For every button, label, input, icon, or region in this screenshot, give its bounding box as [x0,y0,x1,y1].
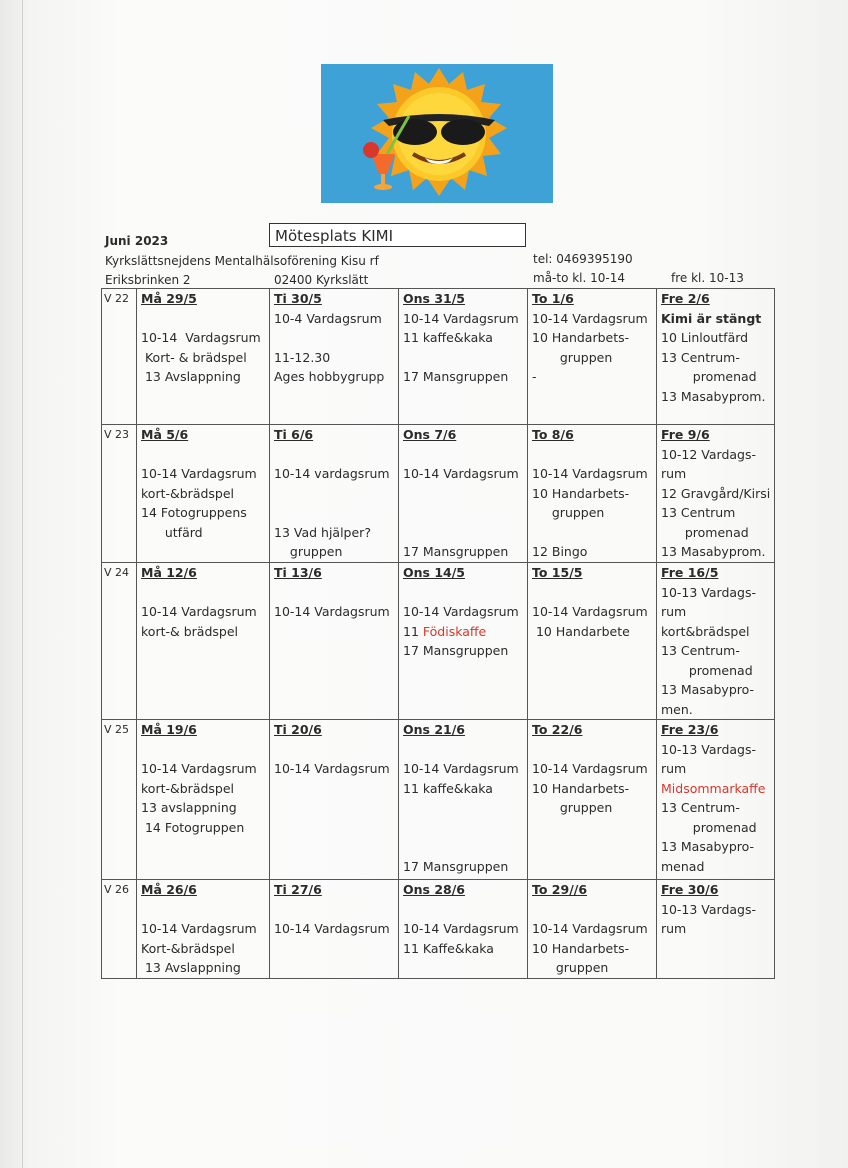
week-row [102,289,775,425]
activity-text: men. [661,701,693,717]
day-date: Fre 9/6 [661,427,710,442]
activity-text: 11 kaffe&kaka [403,330,493,345]
activity-line [661,680,770,700]
activity-text: 13 Masabyprom. [661,544,766,559]
activity-text: kort-&brädspel [141,485,235,501]
activity-line [532,348,652,368]
activity-line [532,622,652,642]
day-date: To 22/6 [532,722,583,737]
activity-text: 13 Centrum- [661,643,740,658]
sun-with-sunglasses-icon [321,64,553,203]
day-cell [137,880,270,979]
activity-text: 10-14 Vardagsrum [403,761,519,776]
activity-line [141,367,265,387]
activity-line [532,798,652,818]
activity-line [141,958,265,978]
blank-line [403,798,523,857]
activity-text: 13 Avslappning [141,960,241,975]
activity-line [661,818,770,838]
day-date: To 1/6 [532,291,574,306]
activity-text: 10-14 Vardagsrum [403,310,519,326]
day-date: Må 26/6 [141,882,197,897]
activity-line [274,464,394,484]
activity-text: 17 Mansgruppen [403,369,509,384]
activity-text: kort-&brädspel [141,780,235,796]
activity-text: 10-14 Vardagsrum [403,604,519,619]
activity-text: 10-14 Vardagsrum [274,761,390,776]
activity-line [661,583,770,603]
day-cell [270,880,399,979]
activity-text: 17 Mansgruppen [403,643,509,658]
activity-line [661,798,770,818]
activity-text: 10-14 vardagsrum [274,466,390,481]
highlighted-event: Födiskaffe [422,623,487,639]
activity-text: 11 Kaffe&kaka [403,940,494,956]
activity-text: 13 Centrum- [661,349,740,365]
day-cell [657,563,775,720]
day-date: Ti 20/6 [274,722,322,737]
activity-line [141,328,265,348]
activity-line [661,779,770,799]
activity-text: utfärd [141,524,203,540]
activity-line [661,542,770,562]
activity-line [403,759,523,779]
activity-text: 10-14 Vardagsrum [141,921,257,936]
activity-line [532,309,652,329]
activity-line [141,798,265,818]
blank-line [403,900,523,920]
day-cell [270,425,399,563]
blank-line [403,445,523,465]
activity-text: Ages hobbygrupp [274,369,385,384]
activity-line [141,779,265,799]
activity-line [532,919,652,939]
activity-line [274,542,394,562]
blank-line [532,740,652,760]
activity-text: 10 Linloutfärd [661,330,749,345]
activity-text: 10 Handarbets- [532,485,630,501]
week-row [102,425,775,563]
activity-text: 10 Handarbets- [532,780,630,796]
activity-line [661,523,770,543]
activity-line [141,503,265,523]
activity-line [403,602,523,622]
day-date: Fre 30/6 [661,882,719,897]
blank-line [141,740,265,760]
activity-line [532,484,652,504]
day-cell [528,289,657,425]
activity-text: kort&brädspel [661,623,750,639]
day-cell [399,880,528,979]
day-date: Må 19/6 [141,722,197,737]
activity-line [661,387,770,407]
blank-line [141,309,265,329]
activity-text: gruppen [532,960,609,975]
day-date: Må 12/6 [141,565,197,580]
activity-line [532,464,652,484]
day-cell [137,563,270,720]
activity-line [141,622,265,642]
activity-text: rum [661,466,687,481]
day-date: To 29//6 [532,882,588,897]
activity-line [141,484,265,504]
blank-line [274,583,394,603]
activity-line [661,641,770,661]
activity-line [141,348,265,368]
activity-line [532,503,652,523]
activity-text: 10-12 Vardags- [661,446,757,462]
activity-line [661,464,770,484]
activity-text: 12 Bingo [532,544,588,559]
activity-line [661,484,770,504]
activity-text: 10-14 Vardagsrum [532,921,648,936]
activity-text: kort-& brädspel [141,623,238,639]
activity-line [403,622,523,642]
activity-text: 13 Masabyprom. [661,388,766,404]
activity-text: Kort- & brädspel [141,349,247,365]
blank-line [141,583,265,603]
blank-line [274,484,394,523]
activity-text: gruppen [274,544,343,559]
activity-text: menad [661,858,705,874]
day-cell [270,289,399,425]
activity-line [661,900,770,920]
blank-line [403,740,523,760]
day-cell [657,289,775,425]
activity-text: 10-14 Vardagsrum [532,466,648,481]
day-date: Fre 16/5 [661,565,719,580]
week-row [102,880,775,979]
activity-line [661,740,770,760]
activity-text: 11 [403,623,423,639]
blank-line [274,740,394,760]
activity-line [274,759,394,779]
day-date: Fre 23/6 [661,722,719,737]
activity-text: - [532,369,537,384]
activity-line [141,818,265,838]
activity-line [403,779,523,799]
activity-line [661,602,770,622]
activity-text: rum [661,921,687,936]
day-cell [528,880,657,979]
day-cell [399,289,528,425]
blank-line [403,348,523,368]
activity-text: 10-13 Vardags- [661,901,757,917]
activity-line [274,309,394,329]
day-date: Ti 13/6 [274,565,322,580]
activity-text: 10-13 Vardags- [661,584,757,600]
activity-line [403,641,523,661]
activity-text: 14 Fotogruppen [141,819,245,835]
day-cell [137,720,270,880]
week-number: V 22 [102,289,137,425]
activity-text: promenad [661,369,757,384]
activity-text: 13 Avslappning [141,369,241,384]
blank-line [274,445,394,465]
day-cell [137,289,270,425]
day-date: To 8/6 [532,427,574,442]
activity-line [661,759,770,779]
activity-line [532,939,652,959]
day-cell [528,563,657,720]
day-date: To 15/5 [532,565,583,580]
activity-line [661,445,770,465]
activity-text: 17 Mansgruppen [403,858,509,874]
day-date: Må 5/6 [141,427,189,442]
activity-line [274,348,394,368]
activity-text: 10-14 Vardagsrum [532,604,648,619]
activity-text: rum [661,604,687,619]
activity-text: Kimi är stängt [661,310,762,326]
blank-line [141,900,265,920]
day-date: Ti 6/6 [274,427,314,442]
activity-line [403,309,523,329]
activity-text: 10-14 Vardagsrum [403,466,519,481]
weekday-hours: må-to kl. 10-14 [533,271,626,285]
activity-text: promenad [661,819,757,835]
activity-line [403,542,523,562]
blank-line [141,445,265,465]
postal-address: 02400 Kyrkslätt [274,273,369,287]
blank-line [532,445,652,465]
activity-text: 10-14 Vardagsrum [274,921,390,936]
organization-name: Kyrkslättsnejdens Mentalhälsoförening Kisu rf [105,254,379,268]
activity-line [532,367,652,387]
activity-text: promenad [661,662,753,678]
highlighted-event: Midsommarkaffe [661,780,766,796]
street-address: Eriksbrinken 2 [105,273,191,287]
day-cell [657,425,775,563]
day-date: Ons 14/5 [403,565,465,580]
day-cell [657,720,775,880]
blank-line [274,900,394,920]
activity-text: 10-14 Vardagsrum [403,921,519,936]
activity-line [141,939,265,959]
activity-text: 13 Vad hjälper? [274,524,371,540]
activity-line [532,328,652,348]
activity-line [274,523,394,543]
friday-hours: fre kl. 10-13 [671,271,744,285]
activity-text: gruppen [532,800,613,815]
activity-text: 13 avslappning [141,800,237,815]
activity-text: 10 Handarbete [532,623,630,639]
day-cell [657,880,775,979]
day-cell [528,720,657,880]
day-date: Ons 21/6 [403,722,465,737]
activity-line [661,700,770,720]
activity-line [532,759,652,779]
activity-text: 10-14 Vardagsrum [274,604,390,619]
week-number: V 26 [102,880,137,979]
day-date: Ons 7/6 [403,427,457,442]
activity-line [661,309,770,329]
day-date: Ti 27/6 [274,882,322,897]
activity-line [274,367,394,387]
activity-line [661,661,770,681]
activity-text: 10 Handarbets- [532,940,630,956]
activity-text: 10-14 Vardagsrum [141,330,261,345]
activity-line [141,602,265,622]
activity-line [403,857,523,877]
activity-text: 10 Handarbets- [532,330,630,345]
activity-line [532,602,652,622]
activity-text: gruppen [532,505,605,520]
paper-edge [22,0,23,1168]
day-cell [528,425,657,563]
blank-line [532,900,652,920]
activity-line [532,779,652,799]
activity-text: Kort-&brädspel [141,940,235,956]
page-title: Mötesplats KIMI [269,223,526,247]
activity-line [661,837,770,857]
activity-text: 10-14 Vardagsrum [532,310,648,326]
activity-text: 10-14 Vardagsrum [141,761,257,776]
activity-text: 11-12.30 [274,349,331,365]
day-date: Ti 30/5 [274,291,322,306]
activity-line [661,622,770,642]
day-cell [399,425,528,563]
day-cell [399,720,528,880]
activity-text: gruppen [532,349,613,365]
activity-text: promenad [661,524,749,540]
month-label: Juni 2023 [105,234,169,248]
activity-line [403,919,523,939]
week-number: V 23 [102,425,137,563]
activity-text: 12 Gravgård/Kirsi [661,485,771,501]
day-cell [270,563,399,720]
activity-text: 13 Masabypro- [661,839,755,854]
week-row [102,720,775,880]
activity-line [661,503,770,523]
blank-line [274,328,394,348]
blank-line [403,484,523,543]
activity-line [403,367,523,387]
activity-text: 10-13 Vardags- [661,741,757,757]
activity-line [532,958,652,978]
activity-line [661,348,770,368]
week-number: V 25 [102,720,137,880]
activity-line [141,464,265,484]
activity-text: 14 Fotogruppens [141,505,247,520]
activity-text: 11 kaffe&kaka [403,780,493,796]
day-cell [137,425,270,563]
blank-line [532,523,652,543]
activity-text: 13 Centrum- [661,800,740,815]
day-date: Fre 2/6 [661,291,710,306]
activity-text: 17 Mansgruppen [403,544,509,559]
activity-line [403,939,523,959]
activity-line [661,857,770,877]
activity-line [141,919,265,939]
day-date: Ons 31/5 [403,291,465,306]
activity-line [661,367,770,387]
blank-line [532,583,652,603]
activity-line [274,602,394,622]
activity-line [141,759,265,779]
calendar-table [101,288,775,979]
activity-text: 10-4 Vardagsrum [274,310,382,326]
phone-number: tel: 0469395190 [533,252,633,266]
activity-text: rum [661,761,687,776]
week-row [102,563,775,720]
activity-line [141,523,265,543]
activity-text: 13 Centrum [661,505,736,520]
activity-text: 10-14 Vardagsrum [141,466,257,481]
activity-line [274,919,394,939]
day-cell [399,563,528,720]
activity-text: 10-14 Vardagsrum [532,761,648,776]
day-cell [270,720,399,880]
blank-line [403,583,523,603]
activity-text: 13 Masabypro- [661,682,755,697]
day-date: Må 29/5 [141,291,197,306]
week-number: V 24 [102,563,137,720]
activity-text: 10-14 Vardagsrum [141,604,257,619]
day-date: Ons 28/6 [403,882,465,897]
activity-line [532,542,652,562]
activity-line [661,919,770,939]
activity-line [661,328,770,348]
activity-line [403,464,523,484]
activity-line [403,328,523,348]
